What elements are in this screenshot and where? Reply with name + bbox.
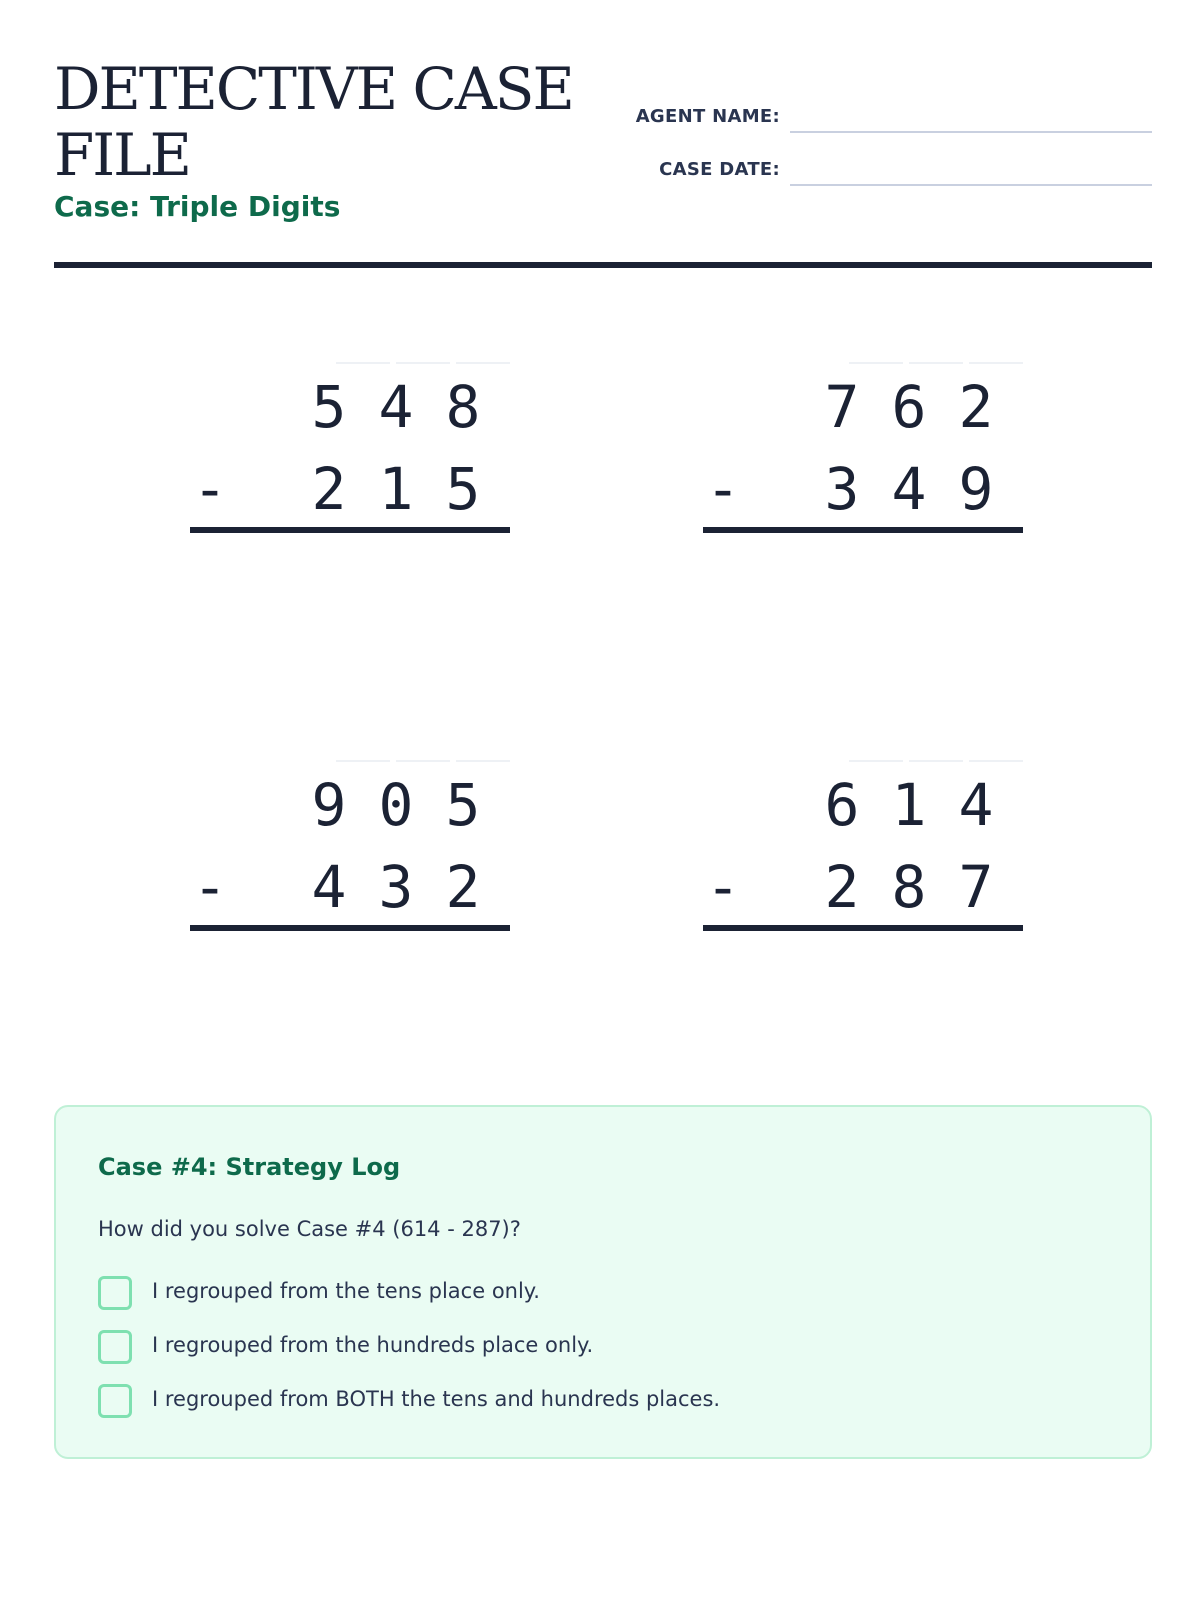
strategy-option-hundreds[interactable]: [98, 1330, 998, 1364]
answer-bar: [190, 527, 510, 533]
strategy-log-panel: [54, 1105, 1152, 1459]
strategy-option-both[interactable]: [98, 1384, 998, 1418]
minuend-digit: 6: [891, 373, 927, 441]
minuend-digit: 9: [311, 771, 347, 839]
answer-bar: [703, 925, 1023, 931]
subtraction-problem-4: [703, 760, 1023, 940]
carry-line[interactable]: [909, 760, 963, 762]
case-subtitle: Case: Triple Digits: [54, 190, 341, 223]
subtrahend-digit: 3: [378, 853, 414, 921]
minuend-digit: 5: [445, 771, 481, 839]
case-date-field: [632, 147, 1152, 187]
subtrahend-digit: 2: [824, 853, 860, 921]
minus-sign: -: [192, 853, 228, 921]
minuend-digit: 4: [378, 373, 414, 441]
subtrahend-digit: 5: [445, 455, 481, 523]
carry-line[interactable]: [849, 760, 903, 762]
option-label: I regrouped from the hundreds place only.: [152, 1333, 594, 1357]
agent-name-label: AGENT NAME:: [635, 106, 780, 127]
subtraction-problem-2: [703, 362, 1023, 542]
minuend-digit: 0: [378, 771, 414, 839]
carry-line[interactable]: [396, 362, 450, 364]
minuend-digit: 6: [824, 771, 860, 839]
carry-line[interactable]: [909, 362, 963, 364]
strategy-log-title: Case #4: Strategy Log: [98, 1153, 401, 1181]
subtrahend-digit: 2: [311, 455, 347, 523]
subtrahend-digit: 2: [445, 853, 481, 921]
answer-bar: [190, 925, 510, 931]
subtrahend-digit: 8: [891, 853, 927, 921]
minuend-digit: 8: [445, 373, 481, 441]
carry-line[interactable]: [456, 362, 510, 364]
subtrahend-digit: 4: [311, 853, 347, 921]
subtrahend-digit: 7: [958, 853, 994, 921]
subtrahend-digit: 3: [824, 455, 860, 523]
minus-sign: -: [192, 455, 228, 523]
checkbox[interactable]: [98, 1330, 132, 1364]
subtrahend-digit: 9: [958, 455, 994, 523]
subtraction-problem-1: [190, 362, 510, 542]
strategy-question: How did you solve Case #4 (614 - 287)?: [98, 1217, 521, 1241]
checkbox[interactable]: [98, 1276, 132, 1310]
minuend-digit: 4: [958, 771, 994, 839]
subtrahend-digit: 1: [378, 455, 414, 523]
agent-name-field: [632, 94, 1152, 134]
minuend-digit: 1: [891, 771, 927, 839]
subtraction-problem-3: [190, 760, 510, 940]
carry-line[interactable]: [336, 760, 390, 762]
carry-line[interactable]: [969, 760, 1023, 762]
minus-sign: -: [705, 853, 741, 921]
case-date-line[interactable]: [790, 184, 1152, 186]
header: [54, 56, 1152, 266]
minuend-digit: 5: [311, 373, 347, 441]
case-date-label: CASE DATE:: [659, 159, 780, 180]
subtrahend-digit: 4: [891, 455, 927, 523]
minus-sign: -: [705, 455, 741, 523]
strategy-option-tens[interactable]: [98, 1276, 998, 1310]
carry-line[interactable]: [849, 362, 903, 364]
header-divider: [54, 262, 1152, 268]
page-title: DETECTIVE CASE FILE: [54, 55, 573, 189]
checkbox[interactable]: [98, 1384, 132, 1418]
carry-line[interactable]: [969, 362, 1023, 364]
option-label: I regrouped from the tens place only.: [152, 1279, 540, 1303]
carry-line[interactable]: [396, 760, 450, 762]
minuend-digit: 7: [824, 373, 860, 441]
carry-line[interactable]: [456, 760, 510, 762]
option-label: I regrouped from BOTH the tens and hundreds places.: [152, 1387, 721, 1411]
minuend-digit: 2: [958, 373, 994, 441]
answer-bar: [703, 527, 1023, 533]
agent-name-line[interactable]: [790, 131, 1152, 133]
carry-line[interactable]: [336, 362, 390, 364]
